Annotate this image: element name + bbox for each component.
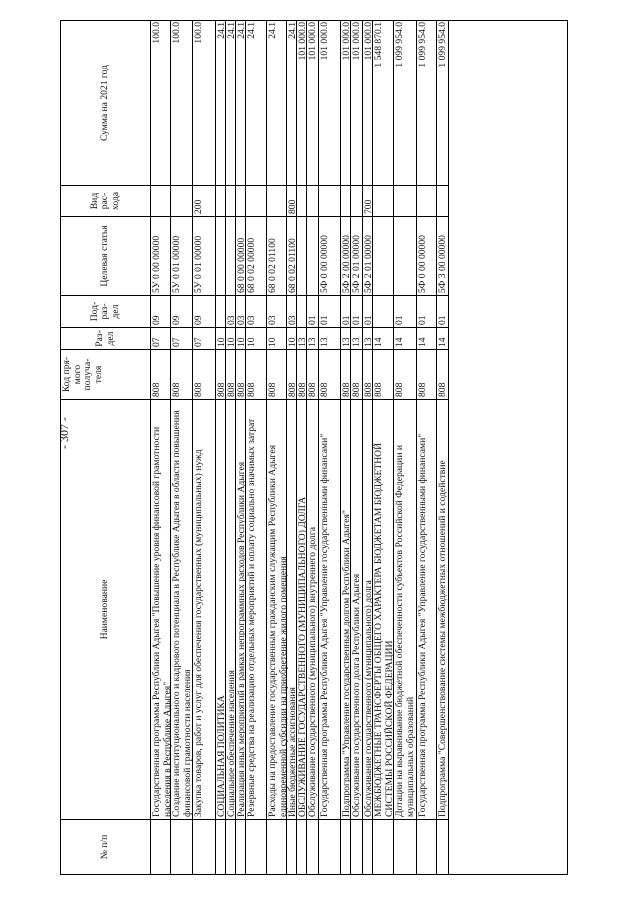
cell-podrazdel: 03 bbox=[287, 295, 296, 327]
cell-kod: 808 bbox=[373, 349, 393, 399]
cell-num bbox=[171, 819, 192, 874]
cell-summa: 101 000.0 bbox=[297, 22, 308, 61]
cell-name: Государственная программа Республики Адыгея "Управление государственными финансами" bbox=[417, 399, 436, 819]
cell-statya: 68 0 00 00000 bbox=[236, 216, 245, 295]
table-row bbox=[246, 21, 267, 874]
cell-vid: 800 bbox=[287, 185, 296, 216]
cell-summa: 101 000.0 bbox=[351, 22, 362, 61]
cell-num bbox=[267, 819, 286, 874]
cell-name: Государственная программа Республики Адыгея "Управление государственными финансами" bbox=[319, 399, 340, 819]
header-summa: Сумма на 2021 год bbox=[99, 64, 111, 142]
cell-statya bbox=[373, 216, 393, 295]
cell-vid bbox=[216, 185, 225, 216]
cell-razdel: 07 bbox=[193, 327, 215, 349]
cell-kod: 808 bbox=[394, 349, 416, 399]
cell-kod: 808 bbox=[417, 349, 436, 399]
cell-name: ОБСЛУЖИВАНИЕ ГОСУДАРСТВЕННОГО (МУНИЦИПАЛЬНОГО) ДОЛГА bbox=[297, 399, 306, 819]
cell-name: МЕЖБЮДЖЕТНЫЕ ТРАНСФЕРТЫ ОБЩЕГО ХАРАКТЕРА БЮДЖЕТАМ БЮДЖЕТНОЙ СИСТЕМЫ РОССИЙСКОЙ ФЕДЕРАЦИИ bbox=[373, 399, 393, 819]
cell-vid bbox=[236, 185, 245, 216]
cell-kod: 808 bbox=[319, 349, 340, 399]
cell-summa: 101 000.0 bbox=[341, 22, 352, 61]
cell-vid bbox=[394, 185, 416, 216]
cell-statya bbox=[394, 216, 416, 295]
cell-podrazdel: 01 bbox=[417, 295, 436, 327]
cell-razdel: 14 bbox=[373, 327, 393, 349]
cell-kod: 808 bbox=[193, 349, 215, 399]
cell-num bbox=[151, 819, 170, 874]
cell-summa: 1 099 954.0 bbox=[394, 22, 405, 68]
table-row bbox=[341, 21, 351, 874]
cell-podrazdel bbox=[216, 295, 225, 327]
header-razdel: Раз-дел bbox=[61, 327, 150, 349]
cell-name: Иные бюджетные ассигнования bbox=[287, 399, 296, 819]
cell-razdel: 13 bbox=[319, 327, 340, 349]
cell-name: Обслуживание государственного (муниципального) долга bbox=[363, 399, 372, 819]
cell-vid bbox=[246, 185, 266, 216]
cell-razdel: 14 bbox=[437, 327, 448, 349]
cell-statya: 68 0 02 01100 bbox=[287, 216, 296, 295]
cell-statya: 5У 0 00 00000 bbox=[151, 216, 170, 295]
cell-razdel: 14 bbox=[417, 327, 436, 349]
cell-kod: 808 bbox=[236, 349, 245, 399]
cell-name: Реализация иных мероприятий в рамках непрограммных расходов Республики Адыгея bbox=[236, 399, 245, 819]
cell-statya: 5Ф 2 00 00000 bbox=[341, 216, 350, 295]
table-row bbox=[287, 21, 297, 874]
cell-statya bbox=[307, 216, 318, 295]
cell-statya bbox=[297, 216, 306, 295]
cell-statya: 5У 0 01 00000 bbox=[193, 216, 215, 295]
cell-podrazdel bbox=[297, 295, 306, 327]
cell-statya: 5У 0 01 00000 bbox=[171, 216, 192, 295]
cell-podrazdel: 03 bbox=[246, 295, 266, 327]
table-row bbox=[351, 21, 363, 874]
cell-vid bbox=[437, 185, 448, 216]
cell-podrazdel: 01 bbox=[394, 295, 416, 327]
cell-summa: 101 000.0 bbox=[319, 22, 330, 61]
cell-name: Дотации на выравнивание бюджетной обеспеченности субъектов Российской Федерации и муниципальных образований bbox=[394, 399, 416, 819]
cell-summa: 101 000.0 bbox=[363, 22, 374, 61]
cell-razdel: 07 bbox=[171, 327, 192, 349]
cell-name: Обслуживание государственного (муниципального) внутреннего долга bbox=[307, 399, 318, 819]
table-row bbox=[437, 21, 449, 874]
cell-podrazdel: 09 bbox=[151, 295, 170, 327]
cell-kod: 808 bbox=[246, 349, 266, 399]
cell-name: Создание институционального и кадрового потенциала в Республике Адыгея в области повышения финансовой грамотности населения bbox=[171, 399, 192, 819]
cell-kod: 808 bbox=[363, 349, 372, 399]
cell-vid bbox=[417, 185, 436, 216]
cell-vid bbox=[351, 185, 362, 216]
cell-summa: 24.1 bbox=[226, 22, 237, 39]
cell-summa: 100.0 bbox=[193, 22, 204, 44]
cell-summa: 1 099 954.0 bbox=[417, 22, 428, 68]
cell-kod: 808 bbox=[307, 349, 318, 399]
cell-kod: 808 bbox=[297, 349, 306, 399]
cell-num bbox=[417, 819, 436, 874]
cell-vid bbox=[267, 185, 286, 216]
table-row bbox=[193, 21, 216, 874]
table-row bbox=[297, 21, 307, 874]
cell-num bbox=[297, 819, 306, 874]
cell-razdel: 10 bbox=[287, 327, 296, 349]
cell-vid bbox=[319, 185, 340, 216]
cell-summa: 100.0 bbox=[171, 22, 182, 44]
cell-name: Подпрограмма "Совершенствование системы межбюджетных отношений и содействие bbox=[437, 399, 448, 819]
cell-summa: 1 548 870.1 bbox=[373, 22, 384, 68]
cell-podrazdel: 01 bbox=[307, 295, 318, 327]
cell-razdel: 13 bbox=[351, 327, 362, 349]
header-statya: Целевая статья bbox=[61, 216, 150, 295]
table-row bbox=[171, 21, 193, 874]
cell-podrazdel: 09 bbox=[193, 295, 215, 327]
page-number: - 307 - bbox=[57, 417, 71, 449]
cell-podrazdel: 01 bbox=[363, 295, 372, 327]
cell-kod: 808 bbox=[287, 349, 296, 399]
table-row bbox=[394, 21, 417, 874]
cell-summa: 101 000.0 bbox=[307, 22, 318, 61]
cell-kod: 808 bbox=[226, 349, 235, 399]
budget-table-wrapper bbox=[60, 0, 640, 905]
header-podrazdel: Под-раз-дел bbox=[61, 295, 150, 327]
cell-summa: 24.1 bbox=[267, 22, 278, 39]
cell-num bbox=[394, 819, 416, 874]
header-num: № п/п bbox=[61, 819, 150, 874]
cell-kod: 808 bbox=[351, 349, 362, 399]
cell-summa: 100.0 bbox=[151, 22, 162, 44]
table-row bbox=[236, 21, 246, 874]
cell-podrazdel: 03 bbox=[226, 295, 235, 327]
cell-num bbox=[319, 819, 340, 874]
cell-statya bbox=[216, 216, 225, 295]
cell-statya: 68 0 02 00000 bbox=[246, 216, 266, 295]
cell-podrazdel: 01 bbox=[437, 295, 448, 327]
cell-num bbox=[307, 819, 318, 874]
cell-summa: 24.1 bbox=[216, 22, 227, 39]
cell-razdel: 13 bbox=[297, 327, 306, 349]
header-vid: Вид рас-хода bbox=[61, 185, 150, 216]
cell-razdel: 10 bbox=[226, 327, 235, 349]
cell-vid bbox=[151, 185, 170, 216]
cell-name: Социальное обеспечение населения bbox=[226, 399, 235, 819]
table-row bbox=[373, 21, 394, 874]
cell-statya: 5Ф 0 00 00000 bbox=[417, 216, 436, 295]
cell-kod: 808 bbox=[341, 349, 350, 399]
cell-razdel: 13 bbox=[341, 327, 350, 349]
cell-num bbox=[193, 819, 215, 874]
table-row bbox=[226, 21, 236, 874]
cell-razdel: 13 bbox=[363, 327, 372, 349]
cell-name: Обслуживание государственного долга Республики Адыгея bbox=[351, 399, 362, 819]
cell-vid bbox=[307, 185, 318, 216]
cell-statya: 5Ф 0 00 00000 bbox=[319, 216, 340, 295]
cell-name: Закупка товаров, работ и услуг для обеспечения государственных (муниципальных) нужд bbox=[193, 399, 215, 819]
cell-vid bbox=[341, 185, 350, 216]
cell-num bbox=[363, 819, 372, 874]
cell-num bbox=[287, 819, 296, 874]
cell-razdel: 10 bbox=[236, 327, 245, 349]
cell-vid bbox=[171, 185, 192, 216]
cell-num bbox=[226, 819, 235, 874]
cell-summa: 1 099 954.0 bbox=[437, 22, 448, 68]
cell-num bbox=[216, 819, 225, 874]
header-kod: Код пря-мого получа-теля bbox=[61, 349, 150, 399]
cell-vid: 700 bbox=[363, 185, 372, 216]
cell-kod: 808 bbox=[151, 349, 170, 399]
cell-razdel: 07 bbox=[151, 327, 170, 349]
cell-summa: 24.1 bbox=[287, 22, 298, 39]
header-name: Наименование bbox=[61, 399, 150, 819]
cell-statya: 5Ф 2 01 00000 bbox=[351, 216, 362, 295]
table-row bbox=[151, 21, 171, 874]
cell-statya: 68 0 02 01100 bbox=[267, 216, 286, 295]
cell-name: Резервные средства на реализацию отдельных мероприятий и оплату социально значимых затрат bbox=[246, 399, 266, 819]
cell-kod: 808 bbox=[216, 349, 225, 399]
table-row bbox=[216, 21, 226, 874]
cell-podrazdel bbox=[373, 295, 393, 327]
cell-name: СОЦИАЛЬНАЯ ПОЛИТИКА bbox=[216, 399, 225, 819]
cell-razdel: 10 bbox=[216, 327, 225, 349]
cell-name: Государственная программа Республики Адыгея "Повышение уровня финансовой грамотности населения в Республике Адыгея" bbox=[151, 399, 170, 819]
cell-podrazdel: 01 bbox=[351, 295, 362, 327]
cell-name: Подпрограмма "Управление государственным долгом Республики Адыгея" bbox=[341, 399, 350, 819]
cell-vid: 200 bbox=[193, 185, 215, 216]
cell-num bbox=[373, 819, 393, 874]
cell-kod: 808 bbox=[437, 349, 448, 399]
cell-podrazdel: 03 bbox=[236, 295, 245, 327]
cell-summa: 24.1 bbox=[236, 22, 247, 39]
cell-vid bbox=[373, 185, 393, 216]
table-header-row bbox=[61, 21, 151, 874]
table-row bbox=[319, 21, 341, 874]
cell-razdel: 10 bbox=[246, 327, 266, 349]
cell-statya: 5Ф 2 01 00000 bbox=[363, 216, 372, 295]
cell-name: Расходы на предоставление государственным гражданским служащим Республики Адыгея единовременной субсидии на приобретение жилого помещения bbox=[267, 399, 286, 819]
cell-razdel: 10 bbox=[267, 327, 286, 349]
cell-num bbox=[341, 819, 350, 874]
cell-kod: 808 bbox=[267, 349, 286, 399]
cell-vid bbox=[297, 185, 306, 216]
table-row bbox=[417, 21, 437, 874]
cell-vid bbox=[226, 185, 235, 216]
cell-num bbox=[236, 819, 245, 874]
table-row bbox=[363, 21, 373, 874]
table-row bbox=[307, 21, 319, 874]
cell-razdel: 13 bbox=[307, 327, 318, 349]
cell-num bbox=[437, 819, 448, 874]
cell-num bbox=[246, 819, 266, 874]
cell-statya: 5Ф 3 00 00000 bbox=[437, 216, 448, 295]
cell-summa: 24.1 bbox=[246, 22, 257, 39]
cell-podrazdel: 01 bbox=[319, 295, 340, 327]
cell-podrazdel: 03 bbox=[267, 295, 286, 327]
table-row bbox=[267, 21, 287, 874]
cell-statya bbox=[226, 216, 235, 295]
cell-num bbox=[351, 819, 362, 874]
budget-table bbox=[60, 20, 568, 875]
cell-podrazdel: 01 bbox=[341, 295, 350, 327]
cell-kod: 808 bbox=[171, 349, 192, 399]
cell-podrazdel: 09 bbox=[171, 295, 192, 327]
cell-razdel: 14 bbox=[394, 327, 416, 349]
